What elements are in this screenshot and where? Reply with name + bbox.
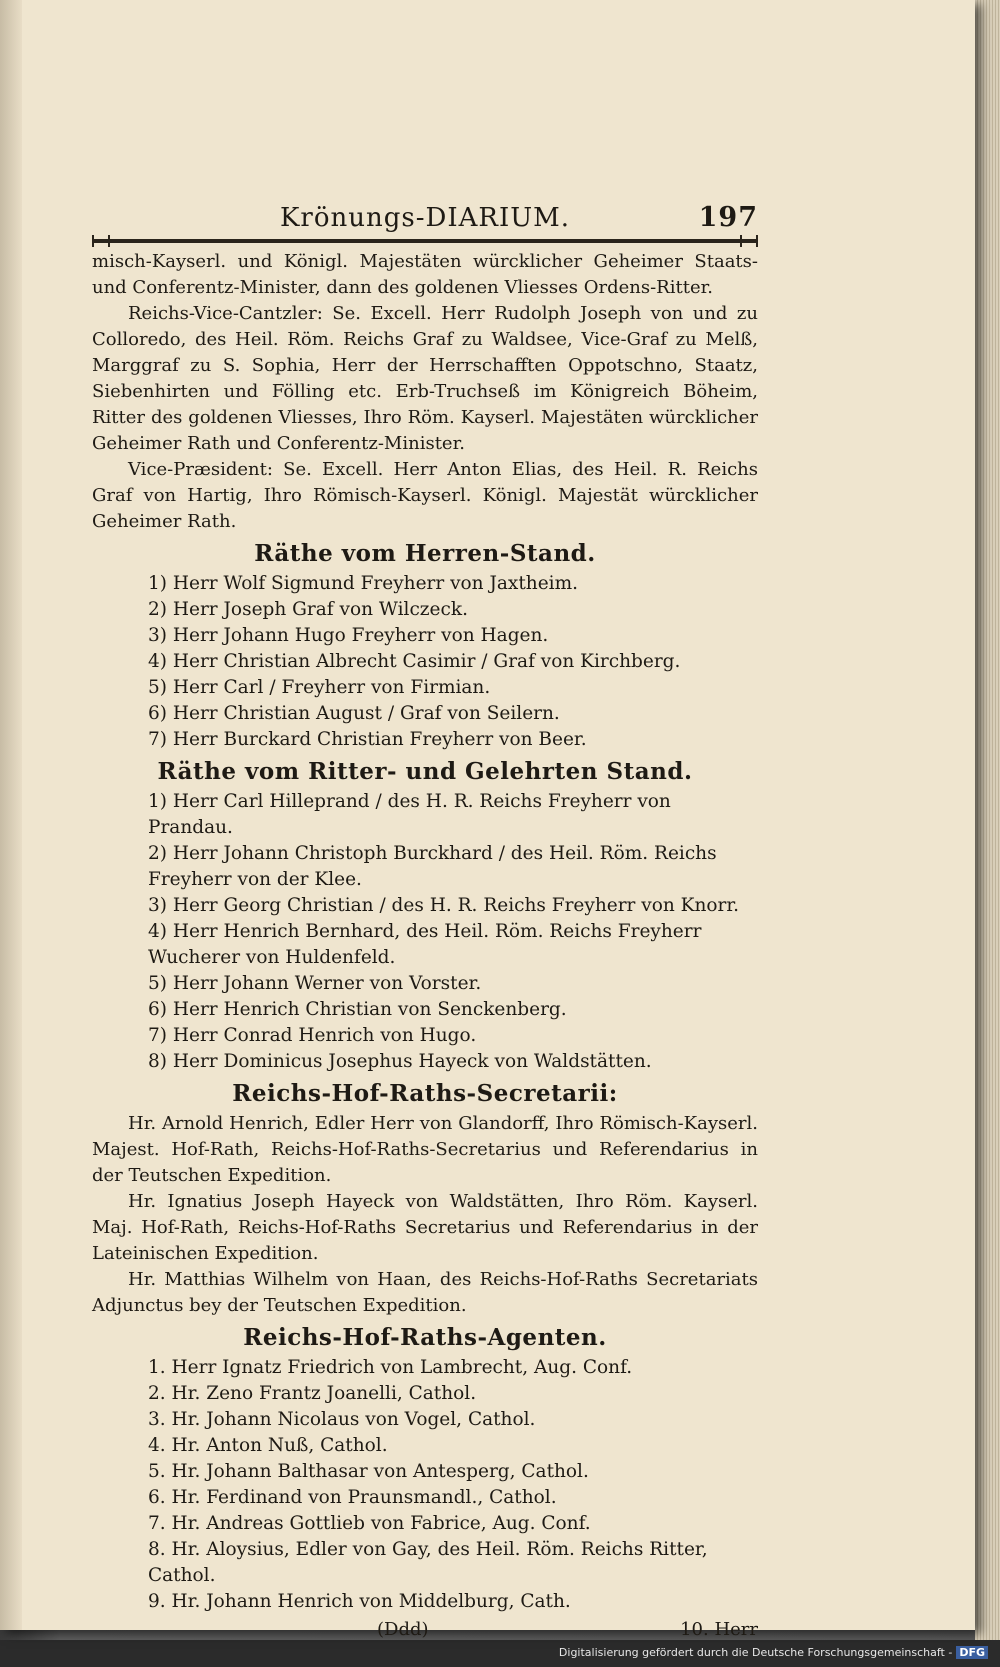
dfg-logo: DFG bbox=[956, 1646, 988, 1659]
secretary-entry: Hr. Arnold Henrich, Edler Herr von Glandorff, Ihro Römisch-Kayserl. Majest. Hof-Rath, Reichs-Hof-Raths-Secretarius und Referendarius in der Teutschen Expedition. bbox=[92, 1113, 758, 1186]
list-item: 7) Herr Burckard Christian Freyherr von Beer. bbox=[148, 729, 587, 750]
secretary-entry: Hr. Matthias Wilhelm von Haan, des Reichs-Hof-Raths Secretariats Adjunctus bey der Teutschen Expedition. bbox=[92, 1269, 758, 1316]
running-header bbox=[92, 202, 758, 235]
list-item: 6. Hr. Ferdinand von Praunsmandl., Cathol. bbox=[148, 1487, 557, 1508]
page-footer bbox=[92, 1617, 758, 1647]
list-item: 7) Herr Conrad Henrich von Hugo. bbox=[148, 1025, 477, 1046]
ornamental-rule bbox=[92, 239, 758, 243]
list-item: 2) Herr Johann Christoph Burckhard / des Heil. Röm. Reichs Freyherr von der Klee. bbox=[148, 843, 717, 890]
list-agenten bbox=[92, 1355, 758, 1615]
secretary-entry: Hr. Ignatius Joseph Hayeck von Waldstätten, Ihro Röm. Kayserl. Maj. Hof-Rath, Reichs-Hof-Raths Secretarius und Referendarius in der Lateinischen Expedition. bbox=[92, 1191, 758, 1264]
section-heading-herren-stand: Räthe vom Herren-Stand. bbox=[254, 540, 596, 567]
list-item: 3. Hr. Johann Nicolaus von Vogel, Cathol. bbox=[148, 1409, 536, 1430]
list-item: 4. Hr. Anton Nuß, Cathol. bbox=[148, 1435, 388, 1456]
list-item: 3) Herr Johann Hugo Freyherr von Hagen. bbox=[148, 625, 549, 646]
vice-president-entry: Vice-Præsident: Se. Excell. Herr Anton Elias, des Heil. R. Reichs Graf von Hartig, Ihro Römisch-Kayserl. Königl. Majestät würcklicher Geheimer Rath. bbox=[92, 459, 758, 532]
list-item: 8) Herr Dominicus Josephus Hayeck von Waldstätten. bbox=[148, 1051, 652, 1072]
intro-text: misch-Kayserl. und Königl. Majestäten würcklicher Geheimer Staats- und Conferentz-Minister, dann des goldenen Vliesses Ordens-Ritter. bbox=[92, 251, 758, 298]
digitization-credit bbox=[559, 1646, 988, 1659]
section-heading-secretarii: Reichs-Hof-Raths-Secretarii: bbox=[232, 1080, 618, 1107]
page-edges bbox=[975, 0, 1000, 1640]
page-number: 197 bbox=[698, 202, 758, 233]
credit-text: Digitalisierung gefördert durch die Deutsche Forschungsgemeinschaft - bbox=[558, 1646, 953, 1659]
list-item: 1. Herr Ignatz Friedrich von Lambrecht, Aug. Conf. bbox=[148, 1357, 633, 1378]
catchword: 10. Herr bbox=[680, 1619, 758, 1640]
list-herren-stand bbox=[92, 571, 758, 753]
list-item: 4) Herr Christian Albrecht Casimir / Graf von Kirchberg. bbox=[148, 651, 681, 672]
list-item: 9. Hr. Johann Henrich von Middelburg, Cath. bbox=[148, 1591, 571, 1612]
vice-chancellor-entry: Reichs-Vice-Cantzler: Se. Excell. Herr Rudolph Joseph von und zu Colloredo, des Heil. Röm. Reichs Graf zu Waldsee, Vice-Graf zu Melß, Marggraf zu S. Sophia, Herr der Herrschafften Oppotschno, Staatz, Siebenhirten und Fölling etc. Erb-Truchseß im Königreich Böheim, Ritter des goldenen Vliesses, Ihro Röm. Kayserl. Majestäten würcklicher Geheimer Rath und Conferentz-Minister. bbox=[92, 303, 758, 454]
list-item: 3) Herr Georg Christian / des H. R. Reichs Freyherr von Knorr. bbox=[148, 895, 740, 916]
signature-mark: (Ddd) bbox=[377, 1619, 429, 1640]
section-heading-agenten: Reichs-Hof-Raths-Agenten. bbox=[243, 1324, 607, 1351]
list-item: 6) Herr Christian August / Graf von Seilern. bbox=[148, 703, 560, 724]
list-item: 2. Hr. Zeno Frantz Joanelli, Cathol. bbox=[148, 1383, 477, 1404]
list-ritter-stand bbox=[92, 789, 758, 1075]
list-item: 2) Herr Joseph Graf von Wilczeck. bbox=[148, 599, 468, 620]
running-title: Krönungs-DIARIUM. bbox=[279, 203, 571, 233]
list-item: 4) Herr Henrich Bernhard, des Heil. Röm. Reichs Freyherr Wucherer von Huldenfeld. bbox=[148, 921, 702, 968]
section-heading-ritter-stand: Räthe vom Ritter- und Gelehrten Stand. bbox=[157, 758, 693, 785]
list-item: 5) Herr Johann Werner von Vorster. bbox=[148, 973, 482, 994]
list-item: 5) Herr Carl / Freyherr von Firmian. bbox=[148, 677, 491, 698]
list-item: 7. Hr. Andreas Gottlieb von Fabrice, Aug. Conf. bbox=[148, 1513, 591, 1534]
list-item: 1) Herr Carl Hilleprand / des H. R. Reichs Freyherr von Prandau. bbox=[148, 791, 671, 838]
list-item: 6) Herr Henrich Christian von Senckenberg. bbox=[148, 999, 567, 1020]
page-content bbox=[92, 202, 758, 1647]
page-gutter bbox=[0, 0, 22, 1630]
list-item: 8. Hr. Aloysius, Edler von Gay, des Heil. Röm. Reichs Ritter, Cathol. bbox=[148, 1539, 708, 1586]
list-item: 5. Hr. Johann Balthasar von Antesperg, Cathol. bbox=[148, 1461, 589, 1482]
list-item: 1) Herr Wolf Sigmund Freyherr von Jaxtheim. bbox=[148, 573, 578, 594]
